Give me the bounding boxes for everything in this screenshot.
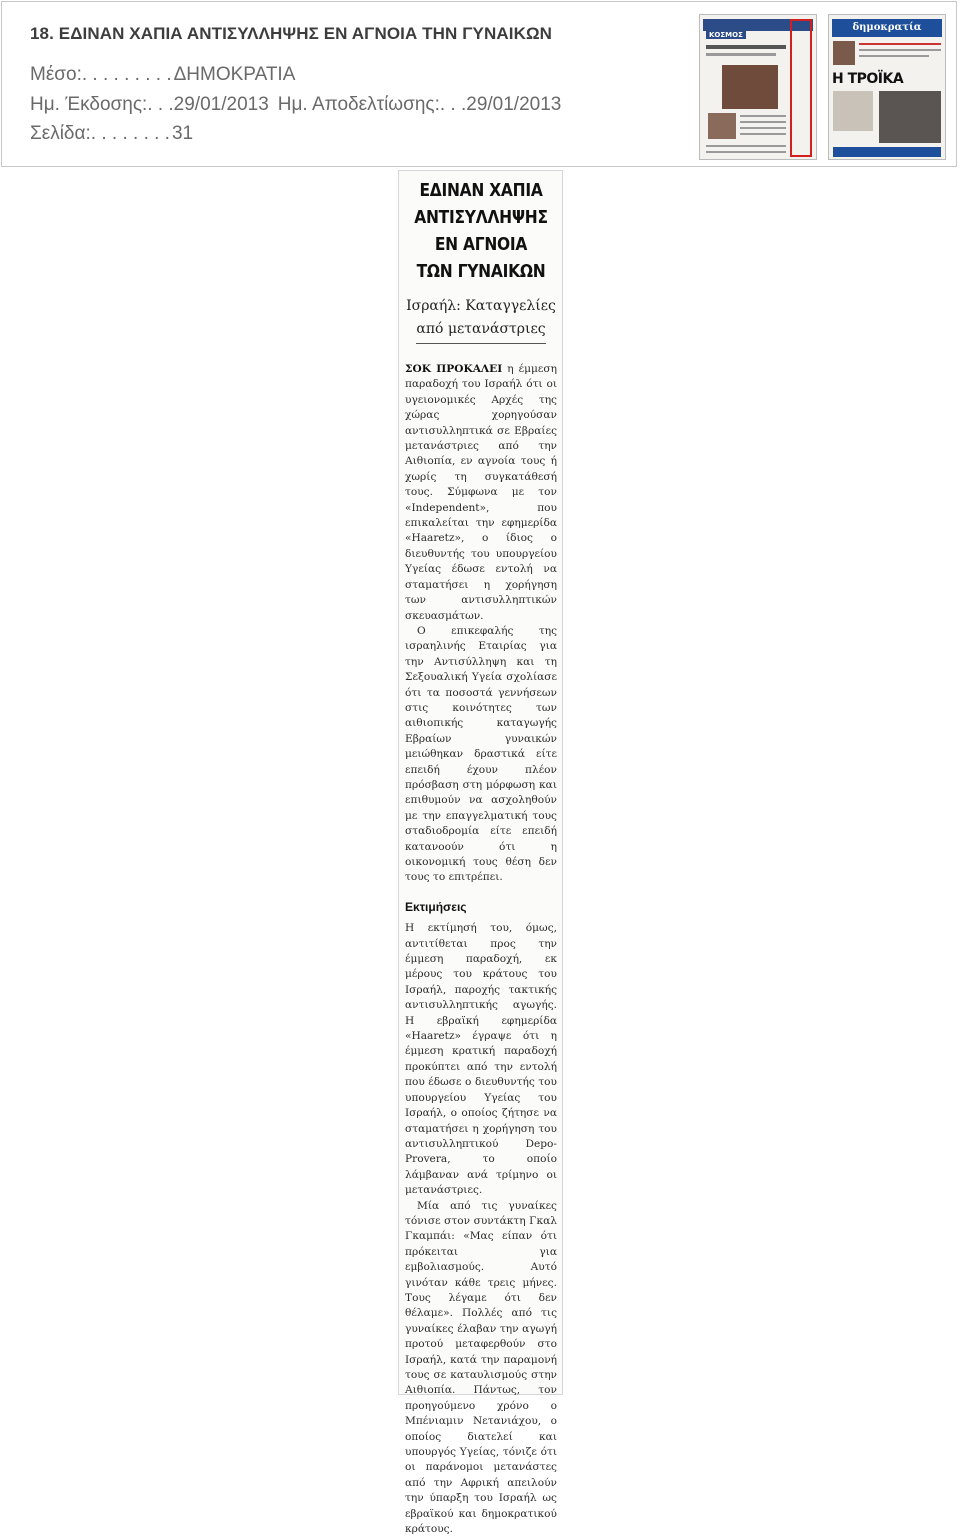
page-title: 18. ΕΔΙΝΑΝ ΧΑΠΙΑ ΑΝΤΙΣΥΛΛΗΨΗΣ ΕΝ ΑΓΝΟΙΑ ΤΗΝ ΓΥΝΑΙΚΩΝ (30, 24, 553, 43)
article-headline (409, 177, 553, 285)
page-value: 31 (171, 123, 194, 144)
subhead-line: Ισραήλ: Καταγγελίες (406, 298, 556, 314)
headline-line: ΤΩΝ ΓΥΝΑΙΚΩΝ (416, 261, 546, 282)
dates-line (30, 94, 561, 116)
headline-line: ΕΔΙΝΑΝ ΧΑΠΙΑ (419, 180, 543, 201)
article-paragraph: Η εκτίμησή του, όμως, αντιτίθεται προς την έμμεση παραδοχή, εκ μέρους του κράτους του Ισραήλ, παροχής τακτικής αντισυλληπτικής αγωγής. Η εβραϊκή εφημερίδα «Haaretz» έγραψε ότι η έμμεση κρατική παραδοχή προκύπτει από την εντολή που έδωσε ο διευθυντής του υπουργείου Υγείας του Ισραήλ, ο οποίος ζήτησε να σταματήσει η χορήγηση του αντισυλληπτικού Depo-Provera, το οποίο λάμβαναν ανά τρίμηνο οι μετανάστριες. (405, 922, 557, 1197)
clip-date-label: Ημ. Αποδελτίωσης:. . . (277, 94, 467, 115)
clip-date-value: 29/01/2013 (466, 94, 562, 115)
thumbnail-photo (708, 113, 736, 139)
medium-label: Μέσο:. . . . . . . . . (30, 64, 172, 85)
issue-date-label: Ημ. Έκδοσης:. . . (30, 94, 174, 115)
article-paragraph: Μία από τις γυναίκες τόνισε στον συντάκτη Γκαλ Γκαμπάι: «Μας είπαν ότι πρόκειται για εμβολιασμούς. Αυτό γινόταν κάθε τρεις μήνες. Τους λέγαμε ότι δεν θέλαμε». Πολλές από τις γυναίκες έλαβαν την αγωγή προτού μεταφερθούν στο Ισραήλ, κατά την παραμονή τους σε καταυλισμούς στην Αιθιοπία. Πάντως, τον προηγούμενο χρόνο ο Μπένιαμιν Νετανιάχου, ο οποίος διατελεί και υπουργός Υγείας, τόνιζε ότι οι παράνομοι μετανάστες από την Αφρική απειλούν την ύπαρξη του Ισραήλ ως εβραϊκού και δημοκρατικού κράτους. (405, 1199, 557, 1536)
article-subhead (405, 295, 557, 344)
issue-date-value: 29/01/2013 (173, 94, 269, 115)
headline-line: ΑΝΤΙΣΥΛΛΗΨΗΣ (414, 207, 548, 228)
article-highlight-box (790, 19, 812, 157)
headline-line: ΕΝ ΑΓΝΟΙΑ (434, 234, 528, 255)
article-body (405, 362, 557, 1537)
page-line (30, 123, 193, 145)
section-heading: Εκτιμήσεις (405, 899, 467, 914)
subhead-line: από μετανάστριες (416, 318, 545, 344)
article-paragraph: Ο επικεφαλής της ισραηλινής Εταιρίας για την Αντισύλληψη και τη Σεξουαλική Υγεία σχολίασε ότι τα ποσοστά γεννήσεων στις κοινότητες των αιθιοπικής καταγωγής Εβραίων γυναικών μειώθηκαν δραστικά είτε επειδή έχουν πλέον πρόσβαση στη μόρφωση και επιθυμούν να ασχοληθούν με την επαγγελματική τους σταδιοδρομία είτε επειδή κατανοούν ότι η οικονομική τους θέση δεν τους το επιτρέπει. (405, 624, 557, 884)
thumbnail-photo (879, 91, 941, 143)
paragraph-text: η έμμεση παραδοχή του Ισραήλ ότι οι υγειονομικές Αρχές της χώρας χορηγούσαν αντισυλληπτικά σε Εβραίες μετανάστριες από την Αιθιοπία, εν αγνοία τους ή χωρίς τη συγκατάθεσή τους. Σύμφωνα με τον «Independent», που επικαλείται την εφημερίδα «Haaretz», ο ίδιος ο διευθυντής του υπουργείου Υγείας έδωσε εντολή να σταματήσει η χορήγηση των αντισυλληπτικών σκευασμάτων. (405, 363, 557, 622)
thumbnail-headline: Η ΤΡΟΪΚΑ (832, 71, 904, 87)
thumbnail-masthead: δημοκρατία (832, 19, 942, 37)
thumbnail-photo (722, 65, 778, 109)
thumbnail-section-label: ΚΟΣΜΟΣ (706, 31, 746, 39)
medium-line (30, 64, 295, 86)
article-clipping (398, 170, 563, 1536)
article-paragraph (405, 362, 557, 624)
page-label: Σελίδα:. . . . . . . . (30, 123, 170, 144)
front-page-thumbnail[interactable] (828, 14, 946, 160)
lead-word: ΣΟΚ ΠΡΟΚΑΛΕΙ (405, 363, 503, 375)
medium-value: ΔΗΜΟΚΡΑΤΙΑ (173, 64, 296, 85)
thumbnail-photo (833, 41, 855, 65)
header-panel (1, 1, 957, 167)
page-thumbnail[interactable] (699, 14, 817, 160)
